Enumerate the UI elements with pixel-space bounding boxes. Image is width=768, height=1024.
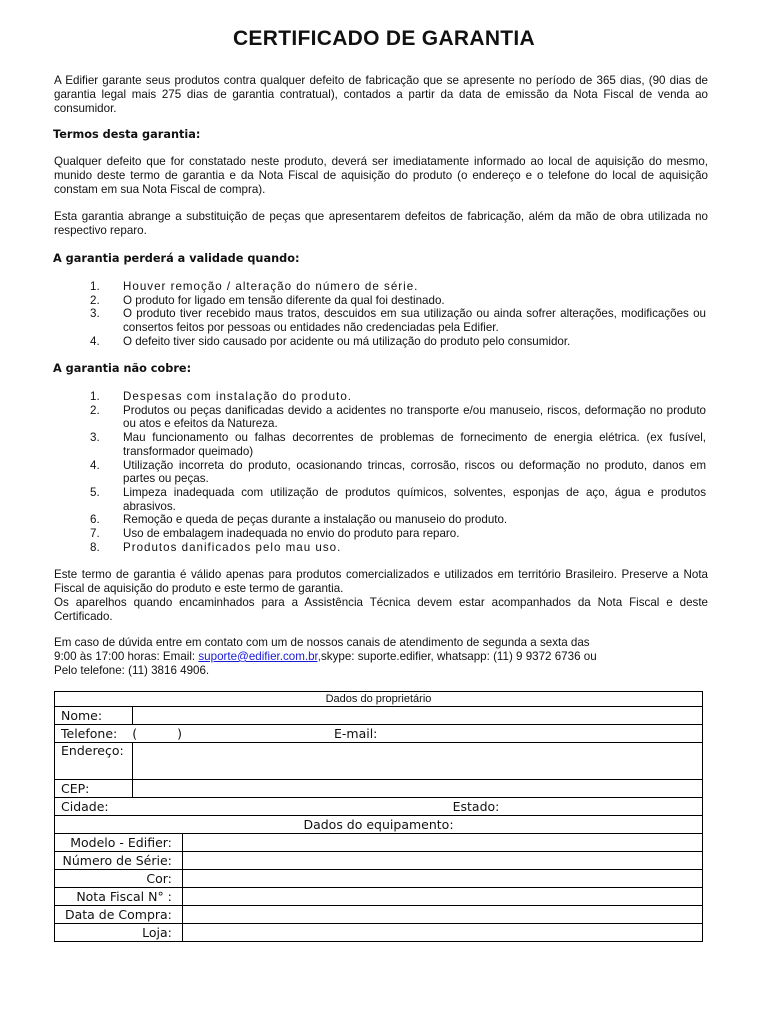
phone-email-row[interactable] <box>55 725 703 743</box>
loses-validity-heading: A garantia perderá a validade quando: <box>53 252 300 265</box>
phone-label: Telefone: <box>61 726 118 741</box>
address-label: Endereço: <box>55 743 133 780</box>
name-field[interactable] <box>132 707 702 725</box>
serial-label: Número de Série: <box>55 852 183 870</box>
tech-assistance-paragraph: Os aparelhos quando encaminhados para a Assistência Técnica devem estar acompanhados da Nota Fiscal e deste Certificado. <box>54 596 708 623</box>
owner-equipment-form <box>54 691 703 942</box>
page-title: CERTIFICADO DE GARANTIA <box>232 27 536 50</box>
contact-line-2-post: skype: suporte.edifier, whatsapp: (11) 9 9372 6736 ou <box>321 649 597 663</box>
contact-line-1: Em caso de dúvida entre em contato com um de nossos canais de atendimento de segunda a sexta das <box>54 636 590 649</box>
phone-area-open: ( <box>132 726 138 741</box>
list-item: 5. Limpeza inadequada com utilização de produtos químicos, solventes, esponjas de aço, água e produtos abrasivos. <box>90 485 706 513</box>
list-item: 4. Utilização incorreta do produto, ocasionando trincas, corrosão, riscos ou deformação no produto, danos em partes ou peças. <box>90 458 706 486</box>
store-field[interactable] <box>182 924 702 942</box>
contact-line-2-pre: 9:00 às 17:00 horas: Email: <box>54 649 199 663</box>
purchase-date-field[interactable] <box>182 906 702 924</box>
model-field[interactable] <box>182 834 702 852</box>
color-label: Cor: <box>55 870 183 888</box>
list-item: 3. Mau funcionamento ou falhas decorrentes de problemas de fornecimento de energia elétrica. (ex fusível, transformador queimado) <box>90 431 706 458</box>
not-covered-heading: A garantia não cobre: <box>53 362 192 375</box>
intro-paragraph: A Edifier garante seus produtos contra qualquer defeito de fabricação que se apresente no período de 365 dias, (90 dias de garantia legal mais 275 dias de garantia contratual), contados a partir da data de emissão da Nota Fiscal de venda ao consumidor. <box>54 74 708 115</box>
contact-paragraph <box>54 636 708 677</box>
cep-label: CEP: <box>55 780 133 798</box>
phone-area-close: ) <box>177 726 182 741</box>
terms-paragraph-2: Esta garantia abrange a substituição de peças que apresentarem defeitos de fabricação, além da mão de obra utilizada no respectivo reparo. <box>54 210 708 237</box>
serial-field[interactable] <box>182 852 702 870</box>
cep-field[interactable] <box>132 780 702 798</box>
support-email-link[interactable]: suporte@edifier.com.br, <box>198 649 321 663</box>
owner-data-header: Dados do proprietário <box>55 692 703 707</box>
invoice-field[interactable] <box>182 888 702 906</box>
email-label: E-mail: <box>333 726 378 741</box>
list-item: 1. Houver remoção / alteração do número de série. <box>90 280 419 293</box>
list-item: 8. Produtos danificados pelo mau uso. <box>90 540 342 554</box>
list-item: 2. O produto for ligado em tensão diferente da qual foi destinado. <box>90 293 445 307</box>
city-state-row[interactable] <box>55 798 703 816</box>
validity-paragraph: Este termo de garantia é válido apenas para produtos comercializados e utilizados em território Brasileiro. Preserve a Nota Fiscal de aquisição do produto e este termo de garantia. <box>54 568 708 595</box>
list-item: 4. O defeito tiver sido causado por acidente ou má utilização do produto pelo consumidor. <box>90 334 571 348</box>
state-label: Estado: <box>452 799 500 814</box>
terms-paragraph-1: Qualquer defeito que for constatado neste produto, deverá ser imediatamente informado ao local de aquisição do mesmo, munido deste termo de garantia e da Nota Fiscal de aquisição do produto (o endereço e o telefone do local de aquisição constam em sua Nota Fiscal de compra). <box>54 155 708 196</box>
terms-heading: Termos desta garantia: <box>53 128 201 141</box>
store-label: Loja: <box>55 924 183 942</box>
list-item: 7. Uso de embalagem inadequada no envio do produto para reparo. <box>90 527 460 541</box>
list-item: 1. Despesas com instalação do produto. <box>90 390 352 403</box>
color-field[interactable] <box>182 870 702 888</box>
loses-validity-list <box>54 280 706 349</box>
list-item: 3. O produto tiver recebido maus tratos, descuidos em sua utilização ou ainda sofrer alterações, modificações ou consertos feitos por pessoas ou entidades não credenciadas pela Edifier. <box>90 307 706 335</box>
name-label: Nome: <box>55 707 133 725</box>
equipment-data-header: Dados do equipamento: <box>55 816 703 834</box>
contact-line-3: Pelo telefone: (11) 3816 4906. <box>54 663 210 677</box>
address-field[interactable] <box>132 743 702 780</box>
model-label: Modelo - Edifier: <box>55 834 183 852</box>
list-item: 2. Produtos ou peças danificadas devido a acidentes no transporte e/ou manuseio, riscos, deformação no produto ou atos e efeitos da Natureza. <box>90 403 706 431</box>
invoice-label: Nota Fiscal N° : <box>55 888 183 906</box>
not-covered-list <box>54 390 706 554</box>
list-item: 6. Remoção e queda de peças durante a instalação ou manuseio do produto. <box>90 513 508 527</box>
purchase-date-label: Data de Compra: <box>55 906 183 924</box>
city-label: Cidade: <box>61 799 109 814</box>
